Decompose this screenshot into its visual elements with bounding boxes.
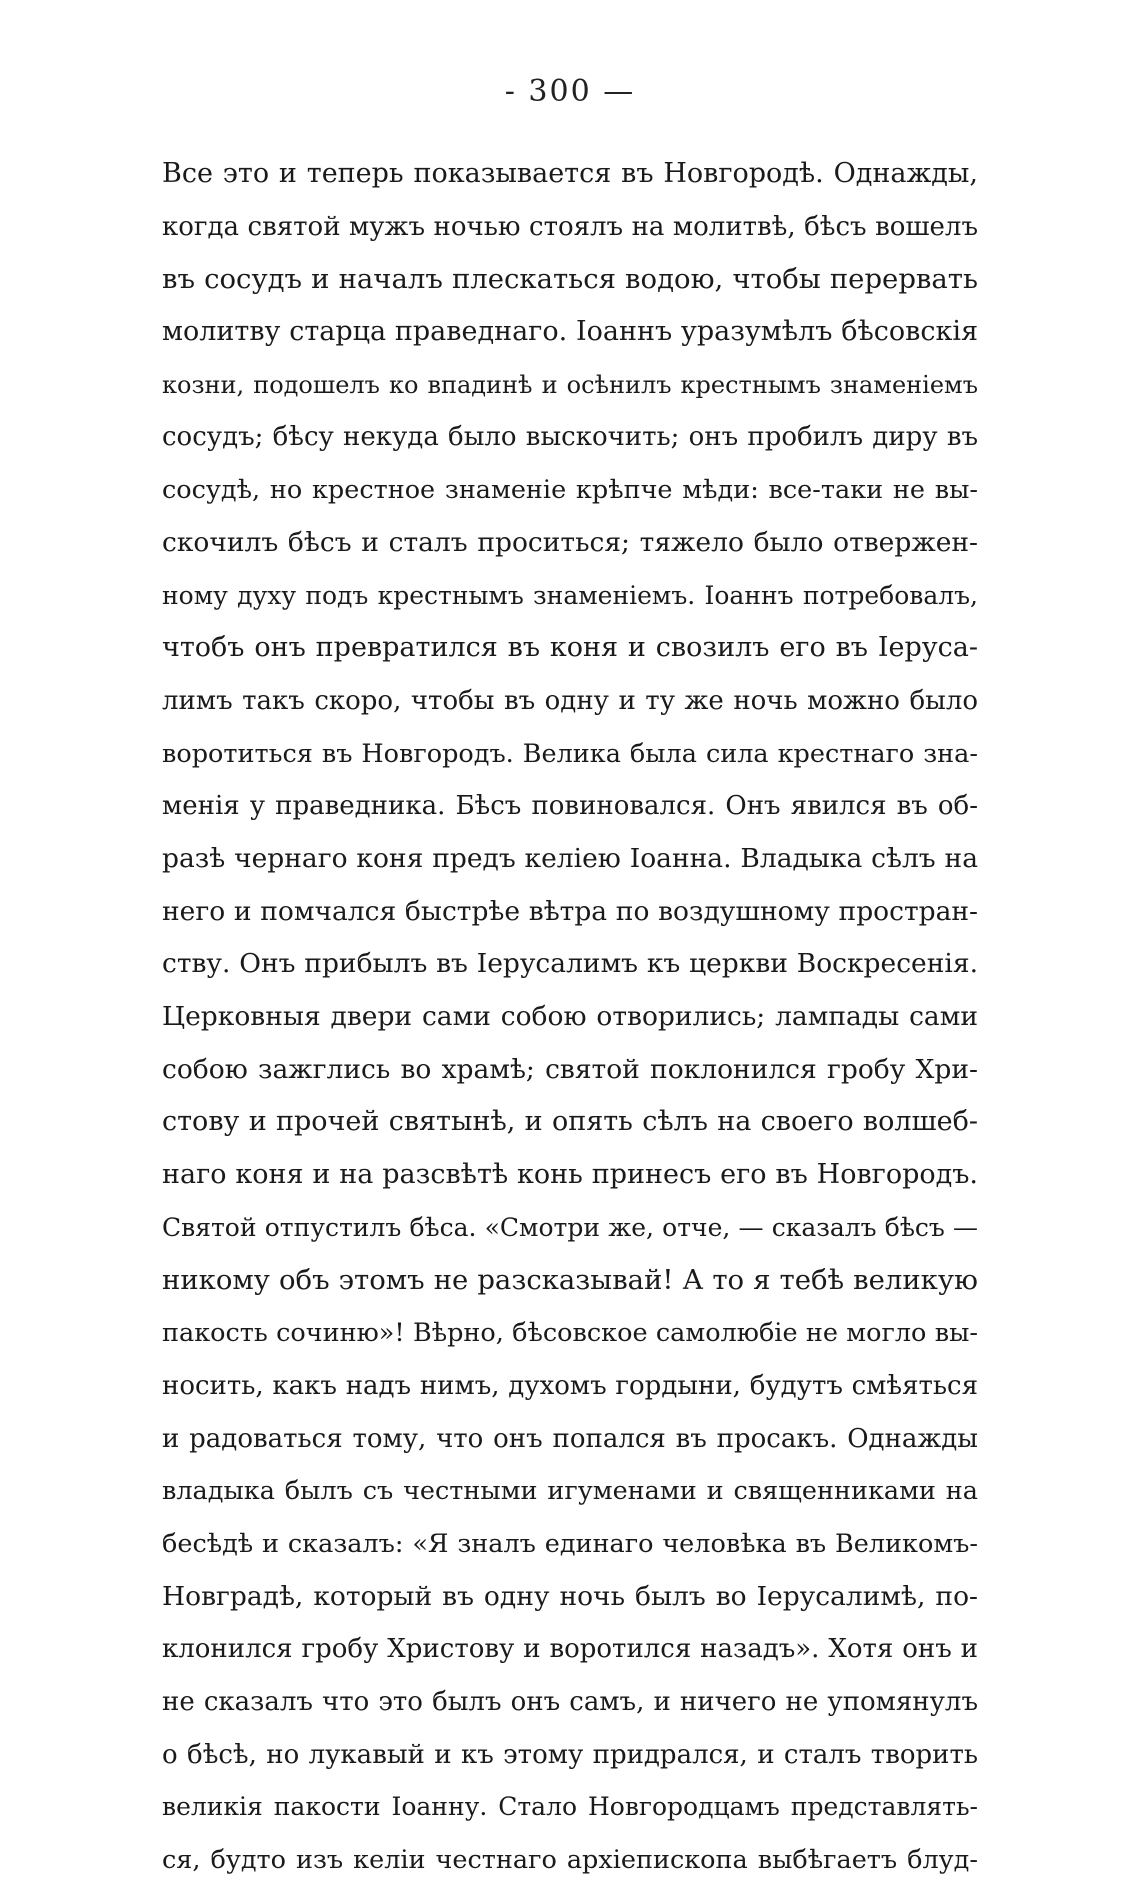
text-line: сосудѣ, но крестное знаменіе крѣпче мѣди: все-таки не вы- <box>162 475 978 506</box>
text-line: собою зажглись во храмѣ; святой поклонился гробу Хри- <box>162 1053 978 1085</box>
text-line: Новградѣ, который въ одну ночь былъ во Іерусалимѣ, по- <box>162 1580 978 1612</box>
text-line: бесѣдѣ и сказалъ: «Я зналъ единаго человѣка въ Великомъ- <box>162 1528 978 1559</box>
page-number: - 300 — <box>504 74 636 109</box>
text-line: Все это и теперь показывается въ Новгородѣ. Однажды, <box>162 158 978 189</box>
text-line: Святой отпустилъ бѣса. «Смотри же, отче, — сказалъ бѣсъ — <box>162 1212 978 1242</box>
text-line: стову и прочей святынѣ, и опять сѣлъ на своего волшеб- <box>162 1106 978 1138</box>
text-line: когда святой мужъ ночью стоялъ на молитвѣ, бѣсъ вошелъ <box>162 211 978 242</box>
text-line: наго коня и на разсвѣтѣ конь принесъ его въ Новгородъ. <box>162 1159 978 1191</box>
text-line: лимъ такъ скоро, чтобы въ одну и ту же ночь можно было <box>162 685 978 716</box>
text-line: Церковныя двери сами собою отворились; лампады сами <box>162 1001 978 1032</box>
body-text <box>162 148 978 1887</box>
text-line: чтобъ онъ превратился въ коня и свозилъ его въ Іерусa- <box>162 632 978 664</box>
text-line: ству. Онъ прибылъ въ Іерусалимъ къ церкви Воскресенія. <box>162 948 978 980</box>
text-line: скочилъ бѣсъ и сталъ проситься; тяжело было отвержен- <box>162 526 978 558</box>
text-line: разѣ чернаго коня предъ келіею Іоанна. Владыка сѣлъ на <box>162 842 978 874</box>
text-line: ному духу подъ крестнымъ знаменіемъ. Іоаннъ потребовалъ, <box>162 580 978 610</box>
text-line: ся, будто изъ келіи честнаго архіепископа выбѣгаетъ блуд- <box>162 1845 978 1875</box>
text-line: клонился гробу Христову и воротился назадъ». Хотя онъ и <box>162 1634 978 1665</box>
text-line: и радоваться тому, что онъ попался въ просакъ. Однажды <box>162 1423 978 1454</box>
text-line: носить, какъ надъ нимъ, духомъ гордыни, будутъ смѣяться <box>162 1370 978 1401</box>
text-line: не сказалъ что это былъ онъ самъ, и ничего не упомянулъ <box>162 1686 978 1717</box>
text-line: пакость сочиню»! Вѣрно, бѣсовское самолюбіе не могло вы- <box>162 1318 978 1349</box>
text-line: сосудъ; бѣсу некуда было выскочить; онъ пробилъ диру въ <box>162 422 978 453</box>
text-line: владыка былъ съ честными игуменами и священниками на <box>162 1476 978 1507</box>
text-line: него и помчался быстрѣе вѣтра по воздушному простран- <box>162 895 978 927</box>
text-line: о бѣсѣ, но лукавый и къ этому придрался, и сталъ творить <box>162 1739 978 1770</box>
text-line: менія у праведника. Бѣсъ повиновался. Онъ явился въ об- <box>162 791 978 822</box>
text-line: молитву старца праведнаго. Іоаннъ уразумѣлъ бѣсовскія <box>162 316 978 348</box>
text-line: великія пакости Іоанну. Стало Новгородцамъ представлять- <box>162 1792 978 1822</box>
text-line: никому объ этомъ не разсказывай! А то я тебѣ великую <box>162 1264 978 1297</box>
text-line: козни, подошелъ ко впадинѣ и осѣнилъ крестнымъ знаменіемъ <box>162 370 978 399</box>
text-line: въ сосудъ и началъ плескаться водою, чтобы перервать <box>162 263 978 296</box>
text-line: воротиться въ Новгородъ. Велика была сила крестнаго зна- <box>162 738 978 769</box>
